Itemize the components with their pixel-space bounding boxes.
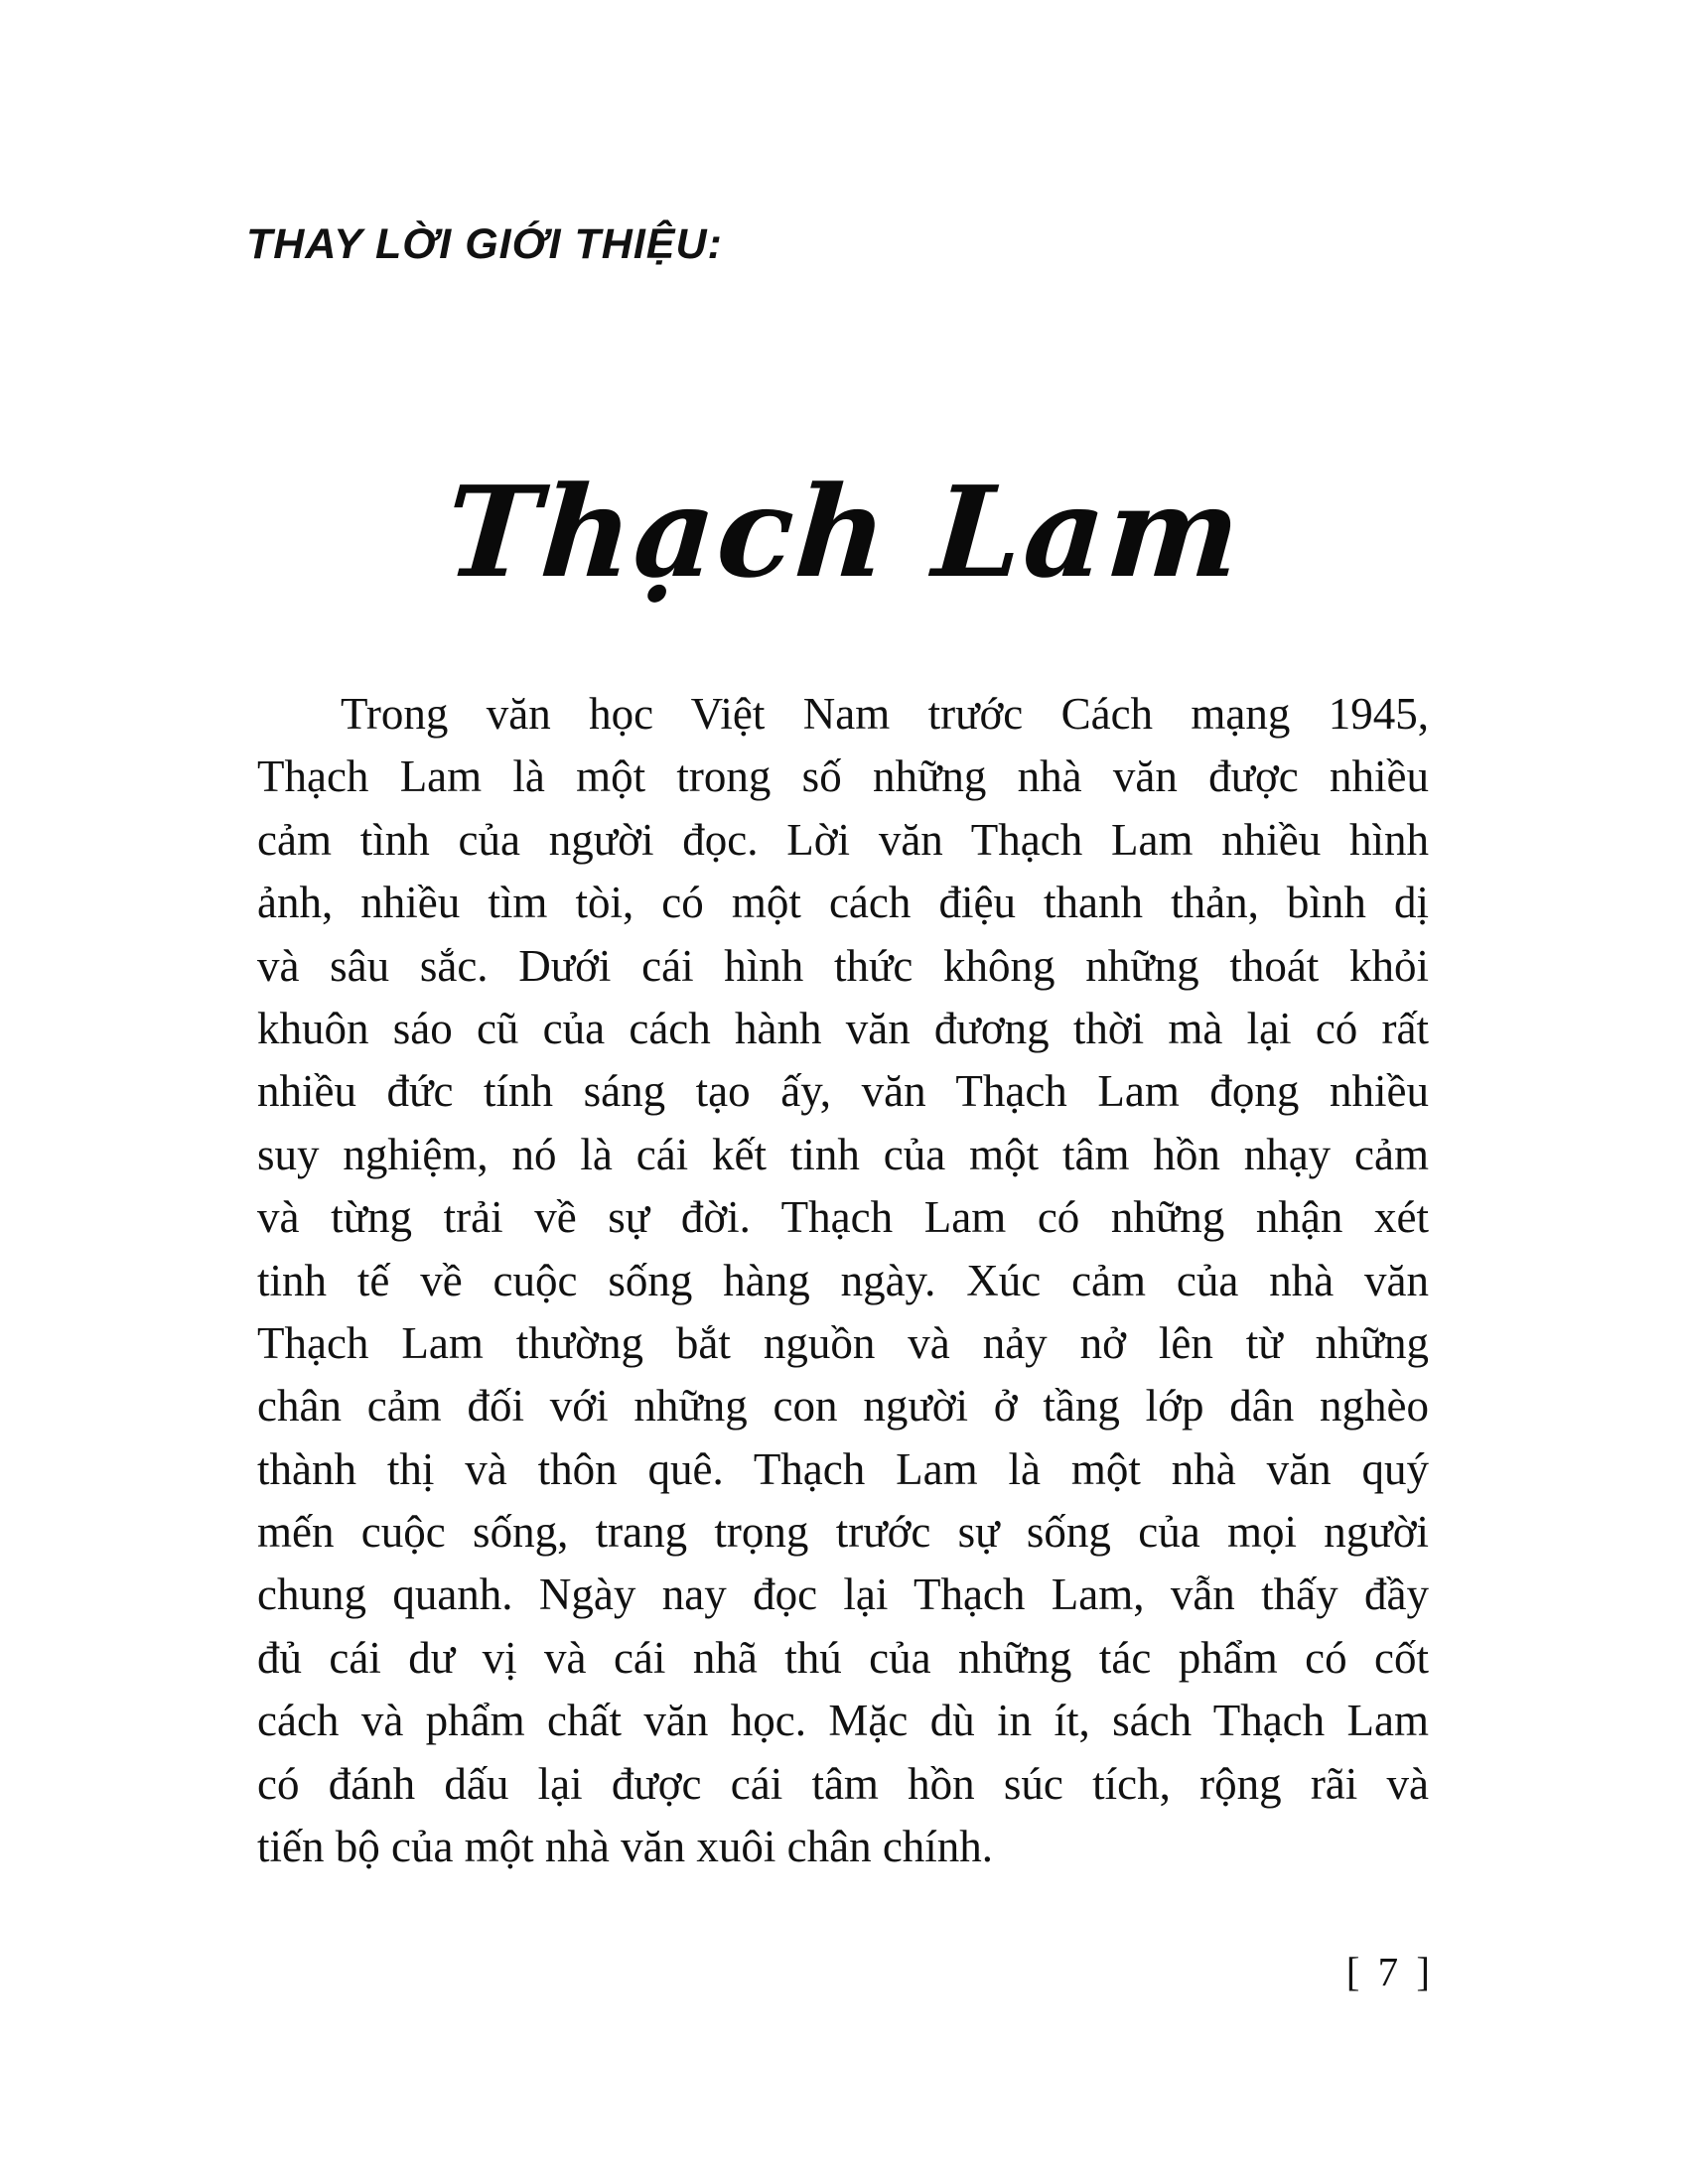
body-line: tiến bộ của một nhà văn xuôi chân chính. (257, 1822, 994, 1872)
body-line: cách và phẩm chất văn học. Mặc dù in ít, sách Thạch Lam (257, 1696, 1429, 1746)
body-line: Thạch Lam là một trong số những nhà văn được nhiều (257, 751, 1429, 802)
body-line: suy nghiệm, nó là cái kết tinh của một tâm hồn nhạy cảm (257, 1129, 1429, 1179)
chapter-title: Thạch Lam (441, 459, 1247, 606)
section-heading: THAY LỜI GIỚI THIỆU: (246, 220, 723, 268)
body-line: đủ cái dư vị và cái nhã thú của những tác phẩm có cốt (257, 1632, 1429, 1683)
body-line: ảnh, nhiều tìm tòi, có một cách điệu thanh thản, bình dị (257, 878, 1429, 928)
body-line: chung quanh. Ngày nay đọc lại Thạch Lam, vẫn thấy đầy (257, 1570, 1429, 1620)
body-line: và từng trải về sự đời. Thạch Lam có những nhận xét (257, 1192, 1429, 1243)
body-line: chân cảm đối với những con người ở tầng lớp dân nghèo (257, 1381, 1429, 1432)
body-line: mến cuộc sống, trang trọng trước sự sống của mọi người (257, 1507, 1429, 1558)
body-line: nhiều đức tính sáng tạo ấy, văn Thạch Lam đọng nhiều (257, 1066, 1429, 1117)
body-line: Trong văn học Việt Nam trước Cách mạng 1945, (341, 689, 1429, 739)
page-number: [ 7 ] (1345, 1949, 1434, 1994)
body-line: thành thị và thôn quê. Thạch Lam là một nhà văn quý (257, 1443, 1429, 1494)
body-line: Thạch Lam thường bắt nguồn và nảy nở lên từ những (257, 1317, 1429, 1368)
body-line: cảm tình của người đọc. Lời văn Thạch Lam nhiều hình (257, 814, 1429, 865)
body-line: và sâu sắc. Dưới cái hình thức không những thoát khỏi (257, 940, 1429, 991)
body-line: khuôn sáo cũ của cách hành văn đương thời mà lại có rất (257, 1003, 1429, 1053)
body-paragraph (257, 683, 1429, 1878)
body-line: có đánh dấu lại được cái tâm hồn súc tích, rộng rãi và (257, 1758, 1429, 1809)
body-line: tinh tế về cuộc sống hàng ngày. Xúc cảm của nhà văn (257, 1255, 1429, 1305)
